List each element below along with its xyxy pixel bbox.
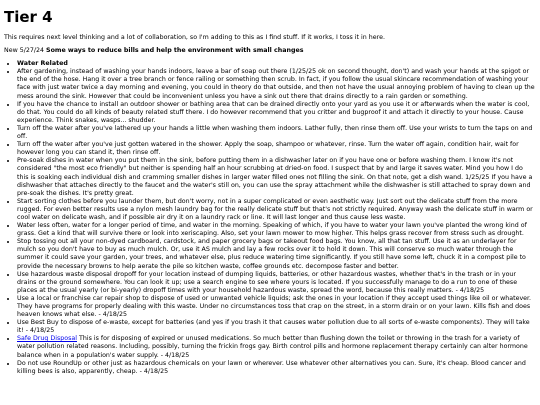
list-item: • Start sorting clothes before you launder them, but don't worry, not in a super complicated or even aesthetic way. Just sort out the delicate stuff from the more rugged. For even better results use a nylon mesh laundry bag for the really delicate stuff but that's not strictly required. Anyway wash the delicate stuff in warm or cool water on delicate wash, and if possible air dry it on a laundry rack or line. It will last longer and thus cause less waste.: [17, 198, 536, 222]
list-item: • Turn off the water after you've just gotten watered in the shower. Apply the soap, shampoo or whatever, rinse. Turn the water off again, condition hair, wait for however long you can stand it, then rinse off.: [17, 141, 536, 157]
list-item: • Use hazardous waste disposal dropoff for your location instead of dumping liquids, batteries, or other hazardous wastes, whether that's in the trash or in your drains or the ground somewhere. You can look it up; use a search engine to see where yours is located. If you successfully manage to do a run to one of these places at the usual yearly (or bi-yearly) dropoff times with your household hazardous waste, spread the word, because this really matters. - 4/18/25: [17, 271, 536, 295]
list-item: • Use a local or franchise car repair shop to dispose of used or unwanted vehicle liquids; ask the ones in your location if they accept used things like oil or whatever. They have programs for properly dealing with this waste. Under no circumstances toss that crap on the street, in a storm drain or on your lawn. Kills fish and does heaven knows what else. - 4/18/25: [17, 295, 536, 319]
section-heading: Some ways to reduce bills and help the environment with small changes: [46, 47, 304, 55]
section-date-label: New 5/27/24: [4, 47, 45, 55]
list-item: • If you have the chance to install an outdoor shower or bathing area that can be drained directly onto your yard as you use it or afterwards when the water is cool, do that. You could do all kinds of beauty related stuff there. I do however recommend that you critter and bugproof it and attach it directly to your house. Cause experience. Think snakes, wasps... shudder.: [17, 101, 536, 125]
intro-text: This requires next level thinking and a lot of collaboration, so I'm adding to this as I find stuff. If it works, I toss it in here.: [4, 34, 385, 41]
list-item-text: This is for disposing of expired or unused medications. So much better than flushing down the toilet or throwing in the trash for a variety of water pollution related reasons. Including, possibly, turning the frickin frogs gay. Birth control pills and hormone replacement therapy certainly can alter hormone balance when in a population's water supply. - 4/18/25: [17, 335, 528, 359]
list-item: [17, 335, 536, 359]
page-title: Tier 4: [4, 8, 53, 26]
section-header: [4, 47, 536, 55]
list-item: • Stop tossing out all your non-dyed cardboard, cardstock, and paper grocery bags or takeout food bags. You know, all that tan stuff. Use it as an underlayer for mulch so you don't have to buy as much mulch. Or, use it AS mulch and lay a few rocks over it to hold it down. This will conserve so much water through the summer it could save your garden, your trees, and whatever else, plus reduce watering time significantly. If you still have some left, chuck it in a compost pile to provide the necessary browns to help aerate the pile so kitchen waste, coffee grounds etc. decompose faster and better.: [17, 238, 536, 270]
list-item: • Use Best Buy to dispose of e-waste, except for batteries (and yes if you trash it that causes water pollution due to all sorts of e-waste components). They will take it! - 4/18/25: [17, 319, 536, 335]
list-item: • Turn off the water after you've lathered up your hands a little when washing them indoors. Lather fully, then rinse them off. Use your wrists to turn the taps on and off.: [17, 125, 536, 141]
list-item: • Do not use RoundUp or other just as hazardous chemicals on your lawn or wherever. Use whatever other alternatives you can. Sure, it's cheap. Blood cancer and killing bees is also, apparently, cheap. - 4/18/25: [17, 360, 536, 376]
list-item: • Pre-soak dishes in water when you put them in the sink, before putting them in a dishwasher later on if you have one or before washing them. I know it's not considered "the most eco friendly" but neither is spending half an hour scrubbing at dried-on food. I suspect that by and large it saves water. Mind you how I do this is soaking each individual dish and cramming smaller dishes in larger water filled ones not filling the sink. On that note, get a dish wand. 1/25/25 If you have a dishwasher that attaches directly to the faucet and the water's still on, you can use the spray attachment while the dishwasher is still attached to spray down and pre-soak the dishes. It's pretty great.: [17, 157, 536, 197]
list-item: • Water less often, water for a longer period of time, and water in the morning. Speaking of which, if you have to water your lawn you've planted the wrong kind of grass. Get a kind that will survive there or look into xeriscaping. Also, set your lawn mower to mow higher. This helps grass recover from stress such as drought.: [17, 222, 536, 238]
list-item: • After gardening, instead of washing your hands indoors, leave a bar of soap out there (1/25/25 ok on second thought, don't) and wash your hands at the spigot or the end of the hose. Hang it over a tree branch or fence railing or something then scrub. In fact, if you follow the usual skincare recommendation of washing your face with just water twice a day morning and evening, you could in theory do that outside, and then not have the usual annoying problem of having to clean up the mess around the sink. However that could be inconvenient unless you have a sink out there that drains directly to a rain garden or something.: [17, 68, 536, 100]
list-category: • Water Related: [17, 60, 536, 68]
tips-list: [4, 60, 536, 376]
safe-drug-disposal-link[interactable]: Safe Drug Disposal: [17, 335, 77, 343]
